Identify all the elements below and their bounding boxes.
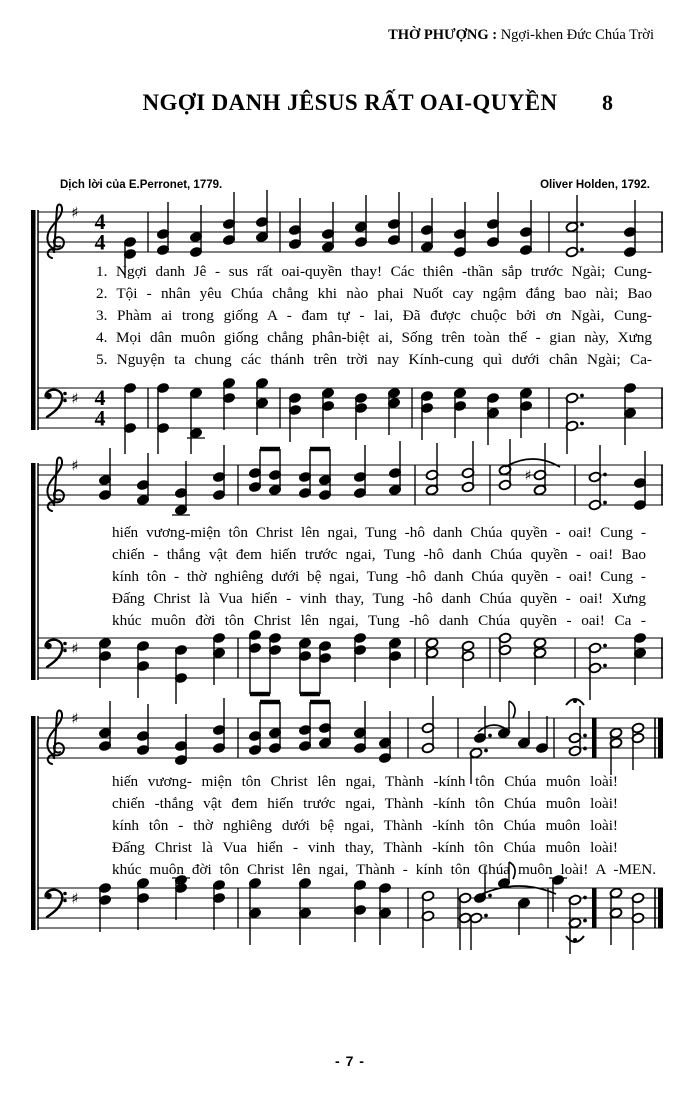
header-section: Ngợi-khen Đức Chúa Trời [500, 27, 654, 43]
lyricist-credit: Dịch lời của E.Perronet, 1779. [60, 179, 223, 191]
svg-text:♯: ♯ [524, 468, 532, 484]
composer-credit: Oliver Holden, 1792. [540, 179, 650, 191]
page-title: NGỢI DANH JÊSUS RẤT OAI-QUYỀN [142, 90, 558, 115]
header-category: THỜ PHƯỢNG : [388, 27, 498, 43]
lyric-line: 5. Nguyện ta chung các thánh trên trời nay Kính-cung quì dưới chân Ngài; Ca- [96, 351, 652, 368]
lyric-line: kính tôn - thờ nghiêng dưới bệ ngai, Thành -kính tôn Chúa muôn loài! [112, 817, 618, 834]
svg-text:♯: ♯ [71, 709, 79, 728]
svg-text:♯: ♯ [71, 639, 79, 658]
svg-text:4: 4 [94, 405, 106, 431]
svg-text:♯: ♯ [71, 389, 79, 408]
lyric-line: chiến -thắng vật đem hiến trước ngai, Thành -kính tôn Chúa muôn loài! [112, 795, 618, 812]
page-number: - 7 - [335, 1053, 365, 1069]
lyric-line: 2. Tội - nhân yêu Chúa chẳng khi nào phai Nuốt cay ngậm đắng bao nài; Bao [96, 285, 652, 302]
lyric-line: hiến vương- miện tôn Christ lên ngai, Thành -kính tôn Chúa muôn loài! [112, 773, 618, 790]
lyric-line: Đấng Christ là Vua hiển - vinh thay, Tung -hô danh Chúa quyền - oai! Xưng [112, 590, 646, 607]
svg-text:♯: ♯ [71, 456, 79, 475]
lyric-line: Đấng Christ là Vua hiển - vinh thay, Thành -kính tôn Chúa muôn loài! [112, 839, 618, 856]
lyric-line: hiến vương-miện tôn Christ lên ngai, Tung -hô danh Chúa quyền - oai! Cung - [112, 524, 646, 541]
svg-text:4: 4 [94, 385, 106, 410]
lyric-line: khúc muôn đời tôn Christ lên ngai, Tung -hô danh Chúa quyền - oai! Ca - [112, 612, 646, 629]
lyric-line: 4. Mọi dân muôn giống chẳng phân-biệt ai, Sống trên toàn thế - gian này, Xưng [96, 329, 652, 346]
lyric-line: 3. Phàm ai trong giống A - đam tự - lai, Đã được chuộc bởi ơn Ngài, Cung- [96, 307, 652, 324]
lyric-line: kính tôn - thờ nghiêng dưới bệ ngai, Tung -hô danh Chúa quyền - oai! Cung - [112, 568, 646, 585]
svg-text:♯: ♯ [71, 889, 79, 908]
svg-text:4: 4 [94, 209, 106, 234]
svg-text:4: 4 [94, 229, 106, 255]
svg-text:♯: ♯ [71, 203, 79, 222]
lyric-line: chiến - thắng vật đem hiến trước ngai, Tung -hô danh Chúa quyền - oai! Bao [112, 546, 646, 563]
hymn-number: 8 [602, 90, 613, 115]
lyric-line: khúc muôn đời tôn Christ lên ngai, Thành - kính tôn Chúa muôn loài! A -MEN. [112, 861, 656, 878]
lyric-line: 1. Ngợi danh Jê - sus rất oai-quyền thay! Các thiên -thần sắp trước Ngài; Cung- [96, 263, 652, 280]
